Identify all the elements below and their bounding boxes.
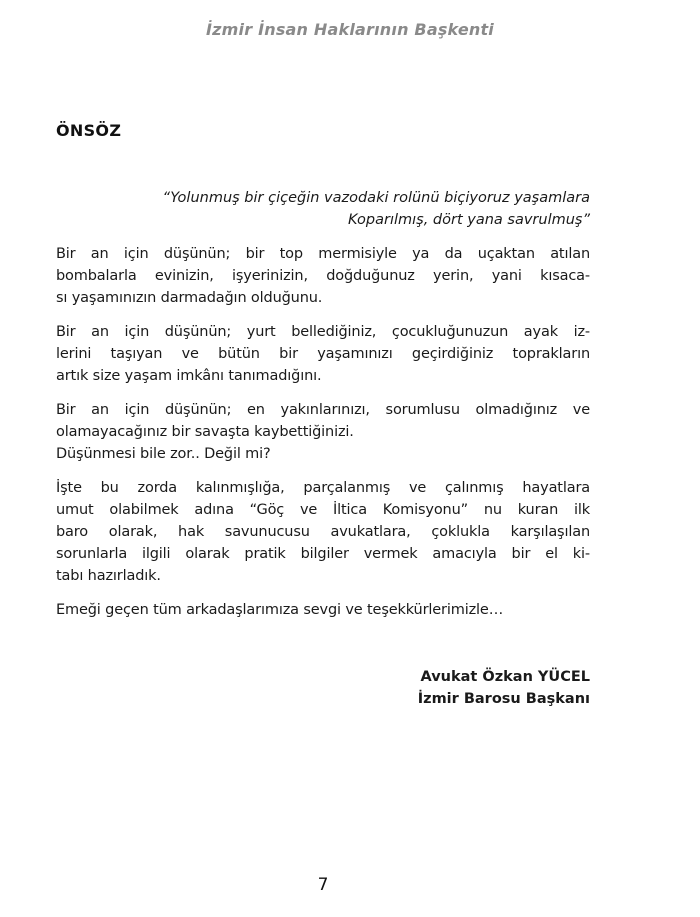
paragraph-line: Bir an için düşünün; en yakınlarınızı, sorumlusu olmadığınız ve — [56, 402, 590, 418]
paragraph-line: sorunlarla ilgili olarak pratik bilgiler vermek amacıyla bir el ki- — [56, 546, 590, 562]
paragraph-line: artık size yaşam imkânı tanımadığını. — [56, 368, 322, 384]
paragraph-1 — [56, 243, 590, 309]
paragraph-line: Düşünmesi bile zor.. Değil mi? — [56, 446, 271, 462]
paragraph-4 — [56, 477, 590, 587]
paragraph-5 — [56, 599, 590, 621]
paragraph-2 — [56, 321, 590, 387]
page-number: 7 — [317, 875, 329, 895]
paragraph-line: lerini taşıyan ve bütün bir yaşamınızı geçirdiğiniz toprakların — [56, 346, 590, 362]
epigraph-line-1: “Yolunmuş bir çiçeğin vazodaki rolünü biçiyoruz yaşamlara — [162, 190, 590, 206]
paragraph-line: baro olarak, hak savunucusu avukatlara, çoklukla karşılaşılan — [56, 524, 590, 540]
paragraph-line: Emeği geçen tüm arkadaşlarımıza sevgi ve teşekkürlerimizle… — [56, 602, 504, 618]
paragraph-line: bombalarla evinizin, işyerinizin, doğduğunuz yerin, yani kısaca- — [56, 268, 590, 284]
section-title: ÖNSÖZ — [56, 121, 122, 140]
paragraph-3 — [56, 399, 590, 465]
running-header: İzmir İnsan Haklarının Başkenti — [206, 20, 494, 39]
paragraph-line: İşte bu zorda kalınmışlığa, parçalanmış ve çalınmış hayatlara — [56, 480, 590, 496]
paragraph-line: Bir an için düşünün; bir top mermisiyle ya da uçaktan atılan — [56, 246, 590, 262]
paragraph-line: olamayacağınız bir savaşta kaybettiğinizi. — [56, 424, 354, 440]
paragraph-line: umut olabilmek adına “Göç ve İltica Komisyonu” nu kuran ilk — [56, 502, 590, 518]
paragraph-line: tabı hazırladık. — [56, 568, 161, 584]
epigraph-line-2: Koparılmış, dört yana savrulmuş” — [348, 212, 590, 228]
signature-role: İzmir Barosu Başkanı — [417, 691, 590, 707]
body-text — [56, 243, 590, 633]
paragraph-line: sı yaşamınızın darmadağın olduğunu. — [56, 290, 323, 306]
signature-block — [56, 666, 590, 710]
epigraph — [56, 187, 590, 231]
signature-name: Avukat Özkan YÜCEL — [420, 669, 590, 685]
paragraph-line: Bir an için düşünün; yurt bellediğiniz, çocukluğunuzun ayak iz- — [56, 324, 590, 340]
